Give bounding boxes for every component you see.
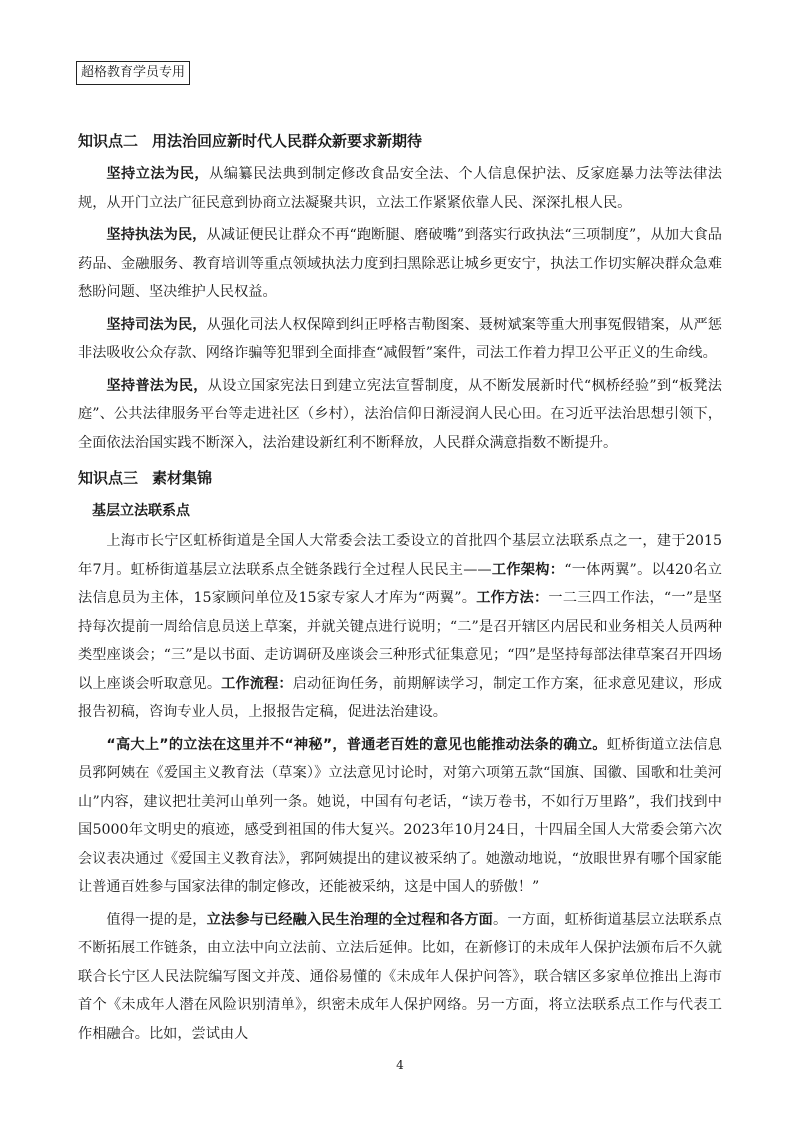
paragraph-case-story: [78, 731, 722, 902]
bold-label: 工作架构：: [491, 561, 565, 578]
text-run: 一二三四工作法，“一”是坚持每次提前一周给信息员送上草案，并就关键点进行说明；“二”是召开辖区内居民和业务相关人员两种类型座谈会；“三”是以书面、走访调研及座谈会三种形式征集意见；“四”是坚持每部法律草案召开四场以上座谈会听取意见。: [78, 590, 722, 692]
section-heading-3-number: 知识点三: [78, 469, 139, 487]
paragraph-text: 虹桥街道立法信息员郛阿姨在《爱国主义教育法（草案）》立法意见讨论时，对第六项第五款“国旗、国徽、国歌和壮美河山”内容，建议把壮美河山单列一条。她说，中国有句老话，“读万卷书，不如行万里路”，我们找到中国5000年文明史的痕迹，感受到祖国的伟大复兴。2023年10月24日，十四届全国人大常委会第六次会议表决通过《爱国主义教育法》，郛阿姨提出的建议被采纳了。她激动地说，“放眼世界有哪个国家能让普通百姓参与国家法律的制定修改，还能被采纳，这是中国人的骄傲！”: [78, 736, 722, 895]
text-run: 上海市长宁区虹桥街道是全国人大常委会法工委设立的首批四个基层立法联系点之一，建于2015年7月。虹桥街道基层立法联系点全链条践行全过程人民民主——: [78, 533, 722, 578]
paragraph-judiciary: [78, 311, 722, 368]
section-heading-3: [78, 465, 722, 491]
header-tag: 超格教育学员专用: [76, 61, 190, 85]
paragraph-enforcement: [78, 221, 722, 307]
page-content: [78, 120, 722, 1052]
bold-label: 立法参与已经融入民生治理的全过程和各方面: [206, 911, 493, 928]
paragraph-lead: 坚持司法为民，: [106, 316, 207, 333]
paragraph-law-popularization: [78, 372, 722, 458]
paragraph-lead: 坚持立法为民，: [106, 166, 210, 182]
section-heading-2: [78, 128, 722, 154]
section-heading-2-title: 用法治回应新时代人民群众新要求新期待: [152, 132, 423, 150]
bold-label: 工作流程：: [221, 675, 293, 692]
page-number: 4: [396, 1058, 404, 1072]
paragraph-governance: [78, 906, 722, 1049]
section-heading-3-title: 素材集锦: [152, 469, 213, 487]
paragraph-text: 从减证便民让群众不再“跑断腿、磨破嘴”到落实行政执法“三项制度”，从加大食品药品、金融服务、教育培训等重点领域执法力度到扫黑除恶让城乡更安宁，执法工作切实解决群众急难愁盼问题、坚决维护人民权益。: [78, 227, 722, 300]
paragraph-text: 从设立国家宪法日到建立宪法宣誓制度，从不断发展新时代“枫桥经验”到“板凳法庭”、公共法律服务平台等走进社区（乡村），法治信仰日渐浸润人民心田。在习近平法治思想引领下，全面依法治国实践不断深入，法治建设新红利不断释放，人民群众满意指数不断提升。: [78, 377, 722, 451]
paragraph-hongqiao-intro: [78, 527, 722, 727]
paragraph-lead: 坚持普法为民，: [106, 377, 208, 394]
paragraph-lead: “高大上”的立法在这里并不“神秘”，普通老百姓的意见也能推动法条的确立。: [106, 736, 607, 753]
paragraph-text: 从编纂民法典到制定修改食品安全法、个人信息保护法、反家庭暴力法等法律法规，从开门立法广征民意到协商立法凝聚共识，立法工作紧紧依靠人民、深深扎根人民。: [78, 166, 722, 211]
paragraph-legislation: [78, 160, 722, 217]
text-run: 。一方面，虹桥街道基层立法联系点不断拓展工作链条，由立法中向立法前、立法后延伸。比如，在新修订的未成年人保护法颁布后不久就联合长宁区人民法院编写图文并茂、通俗易懂的《未成年人保护问答》，联合辖区多家单位推出上海市首个《未成年人潜在风险识别清单》，织密未成年人保护网络。另一方面，将立法联系点工作与代表工作相融合。比如，尝试由人: [78, 911, 722, 1042]
paragraph-text: 从强化司法人权保障到纠正呼格吉勒图案、聂树斌案等重大刑事冤假错案，从严惩非法吸收公众存款、网络诈骗等犯罪到全面排查“减假暂”案件，司法工作着力捍卫公平正义的生命线。: [78, 316, 722, 361]
section-heading-2-number: 知识点二: [78, 132, 139, 150]
bold-label: 工作方法：: [476, 590, 549, 606]
subsection-heading: 基层立法联系点: [92, 503, 190, 519]
paragraph-lead: 坚持执法为民，: [106, 227, 207, 243]
text-run: 值得一提的是，: [106, 911, 207, 928]
text-run: 启动征询任务，前期解读学习，制定工作方案，征求意见建议，形成报告初稿，咨询专业人员，上报报告定稿，促进法治建设。: [78, 675, 722, 720]
text-run: “一体两翼”。以420名立法信息员为主体，15家顾问单位及15家专家人才库为“两翼”。: [78, 561, 722, 606]
